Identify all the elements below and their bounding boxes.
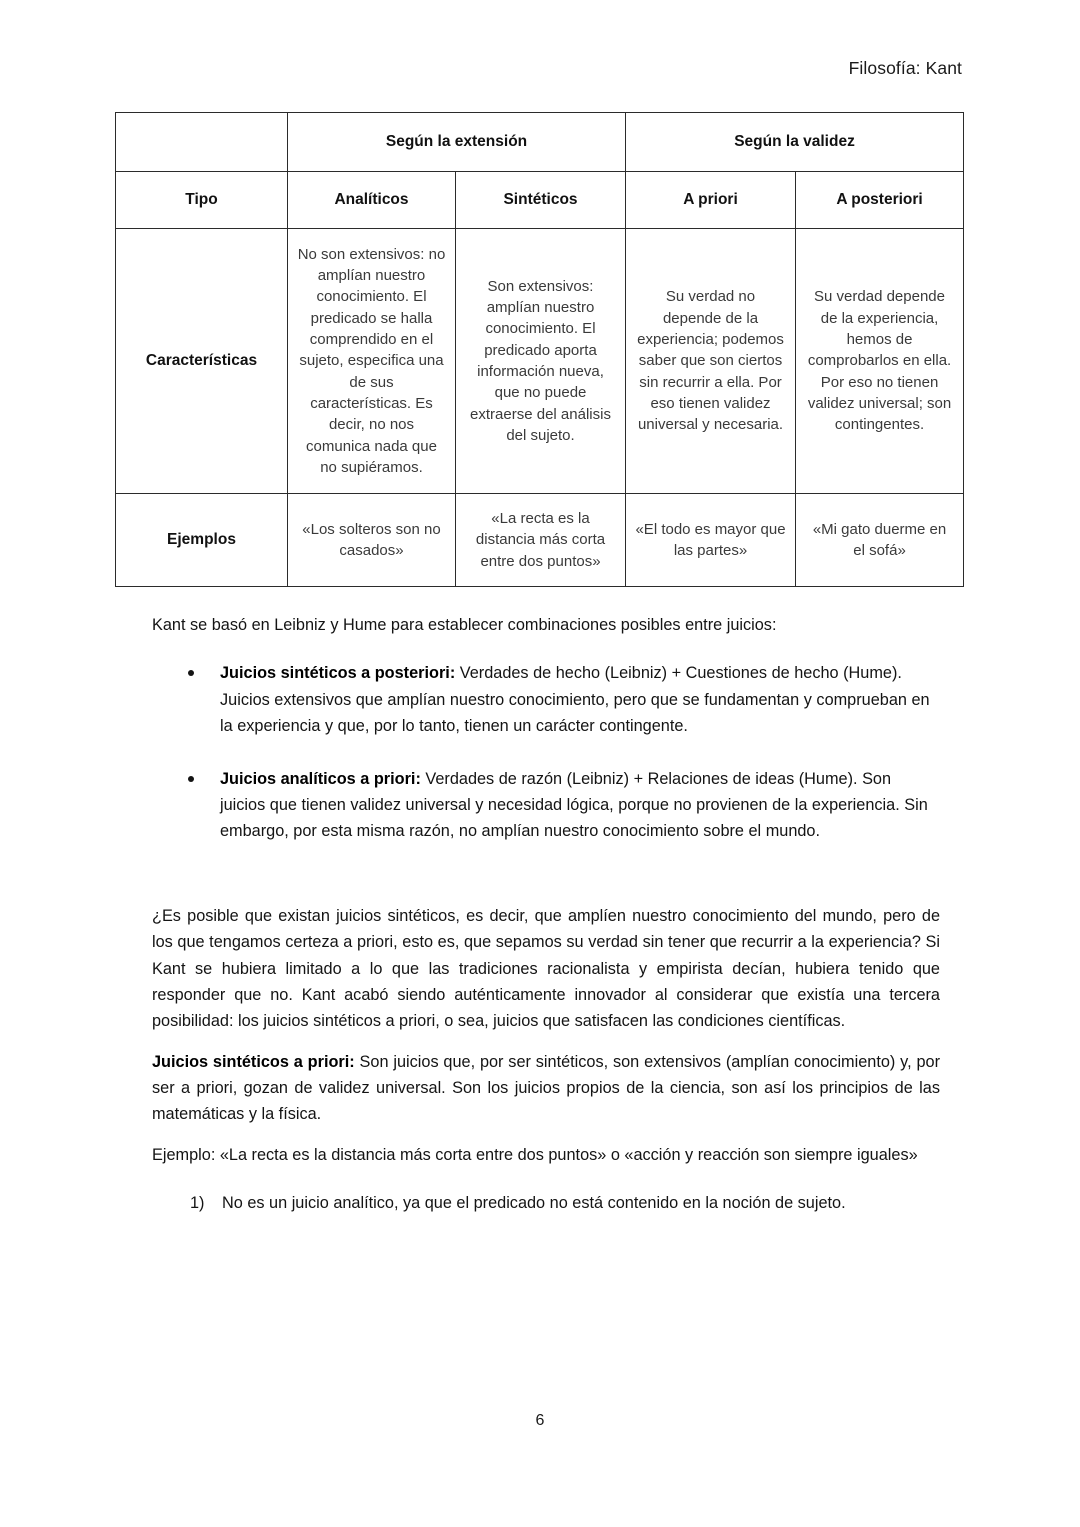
intro-paragraph: Kant se basó en Leibniz y Hume para establecer combinaciones posibles entre juicios: bbox=[152, 616, 777, 634]
cell-caracteristicas-sinteticos: Son extensivos: amplían nuestro conocimiento. El predicado aporta información nueva, que no puede extraerse del análisis del sujeto. bbox=[456, 229, 626, 494]
spacer bbox=[152, 845, 940, 903]
column-header-tipo: Tipo bbox=[116, 172, 288, 229]
bullet-dot-icon bbox=[188, 670, 194, 676]
spacer bbox=[152, 1035, 940, 1049]
page-number: 6 bbox=[535, 1412, 545, 1429]
document-body bbox=[152, 612, 940, 1217]
column-header-a-posteriori: A posteriori bbox=[796, 172, 964, 229]
table-corner-cell bbox=[116, 113, 288, 172]
combinations-bullet-list bbox=[152, 660, 940, 844]
definition-lead-label: Juicios sintéticos a priori: bbox=[152, 1052, 355, 1071]
column-header-analiticos: Analíticos bbox=[288, 172, 456, 229]
bullet-lead-label: Juicios analíticos a priori: bbox=[220, 769, 421, 788]
group-header-validez: Según la validez bbox=[626, 113, 964, 172]
judgments-table bbox=[115, 112, 964, 587]
cell-ejemplos-a-priori: «El todo es mayor que las partes» bbox=[626, 494, 796, 587]
bullet-lead-label: Juicios sintéticos a posteriori: bbox=[220, 664, 456, 683]
question-paragraph: ¿Es posible que existan juicios sintéticos, es decir, que amplíen nuestro conocimiento del mundo, pero de los que tengamos certeza a priori, esto es, que sepamos su verdad sin tener que recurrir a la experiencia? Si Kant se hubiera limitado a lo que las tradiciones racionalista y empirista decían, hubiera tenido que responder que no. Kant acabó siendo auténticamente innovador al considerar que existía una tercera posibilidad: los juicios sintéticos a priori, o sea, juicios que satisfacen las condiciones científicas. bbox=[152, 906, 940, 1031]
cell-caracteristicas-a-priori: Su verdad no depende de la experiencia; podemos saber que son ciertos sin recurrir a ella. Por eso tienen validez universal y necesaria. bbox=[626, 229, 796, 494]
list-item-marker: 1) bbox=[190, 1194, 205, 1213]
list-item bbox=[152, 660, 940, 739]
row-header-caracteristicas: Características bbox=[116, 229, 288, 494]
list-item-text: No es un juicio analítico, ya que el predicado no está contenido en la noción de sujeto. bbox=[222, 1194, 846, 1213]
bullet-text: Verdades de razón (Leibniz) + Relaciones de ideas (Hume). Son juicios que tienen validez universal y necesidad lógica, porque no provienen de la experiencia. Sin embargo, por esta misma razón, no amplían nuestro conocimiento sobre el mundo. bbox=[220, 769, 928, 841]
spacer bbox=[152, 1128, 940, 1142]
cell-ejemplos-sinteticos: «La recta es la distancia más corta entre dos puntos» bbox=[456, 494, 626, 587]
cell-caracteristicas-analiticos: No son extensivos: no amplían nuestro conocimiento. El predicado se halla comprendido en el sujeto, especifica una de sus características. Es decir, no nos comunica nada que no supiéramos. bbox=[288, 229, 456, 494]
table-row-group-headers bbox=[116, 113, 964, 172]
table-row bbox=[116, 494, 964, 587]
row-header-ejemplos: Ejemplos bbox=[116, 494, 288, 587]
column-header-a-priori: A priori bbox=[626, 172, 796, 229]
definition-text: Son juicios que, por ser sintéticos, son extensivos (amplían conocimiento) y, por ser a priori, gozan de validez universal. Son los juicios propios de la ciencia, son así los principios de las matemáticas y la física. bbox=[152, 1052, 941, 1124]
table-row bbox=[116, 229, 964, 494]
spacer bbox=[152, 638, 940, 660]
table-row-column-headers bbox=[116, 172, 964, 229]
list-item bbox=[152, 766, 940, 845]
spacer bbox=[152, 1168, 940, 1190]
judgments-table-container bbox=[115, 112, 963, 587]
cell-caracteristicas-a-posteriori: Su verdad depende de la experiencia, hemos de comprobarlos en ella. Por eso no tienen validez universal; son contingentes. bbox=[796, 229, 964, 494]
bullet-text: Verdades de hecho (Leibniz) + Cuestiones de hecho (Hume). Juicios extensivos que amplían nuestro conocimiento, pero que se fundamentan y comprueban en la experiencia y que, por lo tanto, tienen un carácter contingente. bbox=[220, 664, 930, 736]
group-header-extension: Según la extensión bbox=[288, 113, 626, 172]
list-item bbox=[152, 1190, 940, 1216]
cell-ejemplos-analiticos: «Los solteros son no casados» bbox=[288, 494, 456, 587]
column-header-sinteticos: Sintéticos bbox=[456, 172, 626, 229]
example-paragraph: Ejemplo: «La recta es la distancia más corta entre dos puntos» o «acción y reacción son siempre iguales» bbox=[152, 1145, 918, 1164]
bullet-dot-icon bbox=[188, 776, 194, 782]
reasons-numbered-list bbox=[152, 1190, 940, 1216]
cell-ejemplos-a-posteriori: «Mi gato duerme en el sofá» bbox=[796, 494, 964, 587]
definition-paragraph bbox=[152, 1049, 940, 1128]
page-header: Filosofía: Kant bbox=[848, 58, 962, 78]
